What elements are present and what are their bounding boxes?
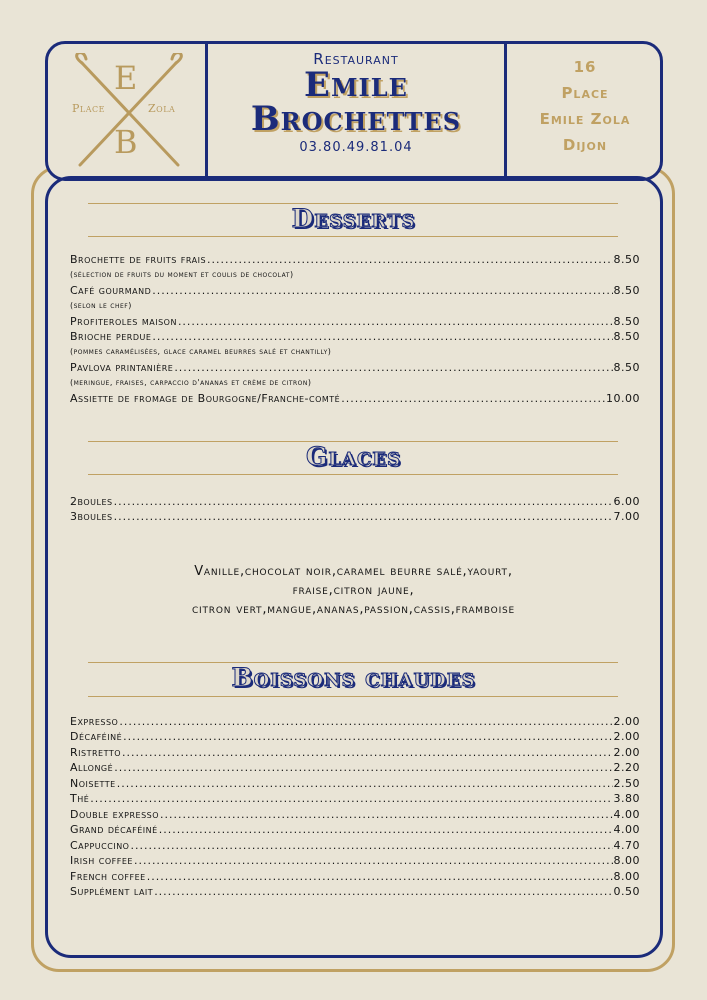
menu-header — [45, 41, 663, 181]
menu-item: 2boules ..... 6.00 — [70, 492, 640, 508]
menu-item: Double expresso ..... 4.00 — [70, 805, 640, 821]
section-title-desserts: Desserts — [291, 204, 416, 233]
menu-item-note: (selon le chef) — [70, 300, 132, 310]
menu-item-note: (sélection de fruits du moment et coulis de chocolat) — [70, 269, 294, 279]
menu-item-note: (meringue, fraises, carpaccio d'ananas et crème de citron) — [70, 378, 312, 387]
flavours-line: citron vert,mangue,ananas,passion,cassis,framboise — [191, 602, 516, 617]
flavours-line: fraise,citron jaune, — [292, 583, 415, 598]
menu-item: Brochette de fruits frais ..... 8.50 — [70, 250, 640, 266]
logo-letter-b: B — [114, 123, 138, 161]
header-divider — [504, 44, 507, 178]
menu-item: Expresso ..... 2.00 — [70, 712, 640, 728]
header-divider — [205, 44, 208, 178]
menu-item: 3boules ..... 7.00 — [70, 508, 640, 524]
menu-item: Brioche perdue ..... 8.50 — [70, 328, 640, 344]
boissons-list — [70, 712, 640, 898]
menu-item: Cappuccino ..... 4.70 — [70, 836, 640, 852]
address-number: 16 — [573, 58, 597, 76]
section-title-boissons: Boissons chaudes — [231, 663, 476, 692]
restaurant-name-line1: Emile — [304, 65, 408, 105]
logo — [70, 53, 188, 171]
menu-item: Noisette ..... 2.50 — [70, 774, 640, 790]
desserts-list — [70, 250, 640, 405]
menu-item-note: (pommes caramélisées, glace caramel beurres salé et chantilly) — [70, 347, 332, 356]
restaurant-label: Restaurant — [313, 50, 399, 68]
menu-item: Profiteroles maison ..... 8.50 — [70, 312, 640, 328]
menu-item: Ristretto ..... 2.00 — [70, 743, 640, 759]
glaces-list — [70, 492, 640, 523]
menu-item: French coffee ..... 8.00 — [70, 867, 640, 883]
menu-item: Grand décaféiné ..... 4.00 — [70, 821, 640, 837]
address-line: Place — [561, 84, 609, 102]
flavours-line: Vanille,chocolat noir,caramel beurre salé,yaourt, — [194, 564, 513, 579]
address-block — [510, 54, 660, 158]
divider-rule — [88, 696, 618, 697]
menu-item: Pavlova printanière ..... 8.50 — [70, 359, 640, 375]
menu-item: Irish coffee ..... 8.00 — [70, 852, 640, 868]
menu-item: Assiette de fromage de Bourgogne/Franche-comté ..... 10.00 — [70, 390, 640, 406]
menu-item: Supplément lait ..... 0.50 — [70, 883, 640, 899]
divider-rule — [88, 474, 618, 475]
logo-zola: Zola — [148, 102, 176, 115]
menu-item: Café gourmand ..... 8.50 — [70, 281, 640, 297]
section-title-glaces: Glaces — [305, 442, 402, 471]
menu-item: Allongé ..... 2.20 — [70, 759, 640, 775]
divider-rule — [88, 236, 618, 237]
menu-item: Décaféiné ..... 2.00 — [70, 728, 640, 744]
restaurant-name-line2: Brochettes — [250, 99, 462, 139]
menu-item: Thé ..... 3.80 — [70, 790, 640, 806]
logo-place: Place — [72, 102, 105, 115]
address-city: Dijon — [562, 136, 608, 154]
ice-cream-flavours — [90, 562, 617, 619]
logo-letter-e: E — [114, 59, 138, 97]
address-line: Emile Zola — [539, 110, 631, 128]
phone-number: 03.80.49.81.04 — [299, 140, 413, 155]
restaurant-title-block — [211, 44, 501, 155]
